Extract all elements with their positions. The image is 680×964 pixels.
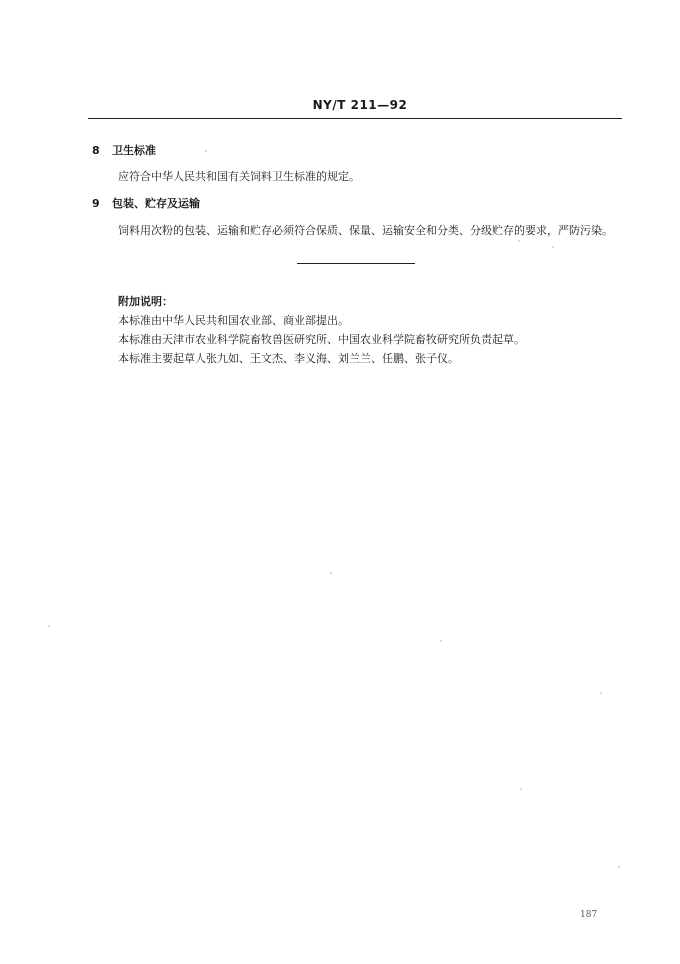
additional-note-line: 本标准由天津市农业科学院畜牧兽医研究所、中国农业科学院畜牧研究所负责起草。 <box>118 333 525 346</box>
scan-speck <box>330 572 332 574</box>
additional-note-line: 本标准由中华人民共和国农业部、商业部提出。 <box>118 314 349 327</box>
section-8-body: 应符合中华人民共和国有关饲料卫生标准的规定。 <box>118 170 360 183</box>
section-9-number: 9 <box>92 197 100 210</box>
scan-speck <box>552 246 554 248</box>
additional-note-line: 本标准主要起草人张九如、王文杰、李义海、刘兰兰、任鹏、张子仪。 <box>118 352 459 365</box>
section-8-title: 卫生标准 <box>112 144 156 157</box>
scan-speck <box>600 692 602 694</box>
scan-speck <box>205 150 207 152</box>
section-9-body: 饲料用次粉的包装、运输和贮存必须符合保质、保量、运输安全和分类、分级贮存的要求，严防污染。 <box>118 224 613 237</box>
end-separator-rule <box>297 263 415 264</box>
page-number: 187 <box>580 910 598 920</box>
scan-speck <box>440 640 442 642</box>
section-9-heading <box>92 195 200 211</box>
section-8-number: 8 <box>92 144 100 157</box>
scan-speck <box>518 240 520 242</box>
section-9-title: 包装、贮存及运输 <box>112 197 200 210</box>
scan-speck <box>618 866 620 868</box>
standard-code-header: NY/T 211—92 <box>312 98 408 112</box>
header-rule <box>88 118 622 119</box>
scan-speck <box>48 625 50 627</box>
scan-speck <box>520 788 522 790</box>
section-8-heading <box>92 142 156 158</box>
additional-notes-title: 附加说明： <box>118 295 173 308</box>
